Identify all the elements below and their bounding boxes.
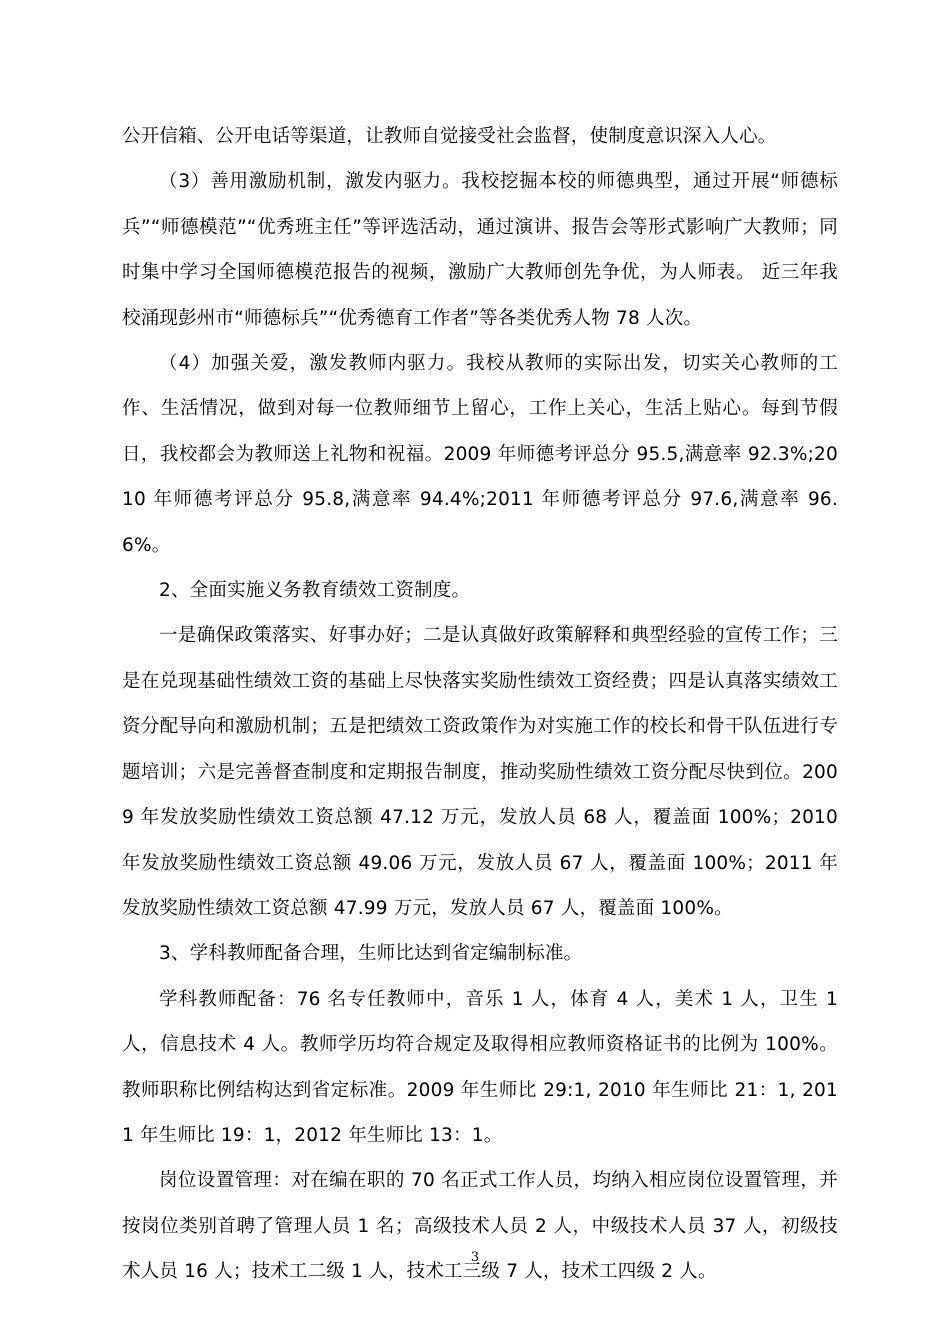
- paragraph-teacher-care: （4）加强关爱，激发教师内驱力。我校从教师的实际出发，切实关心教师的工作、生活情况，做到对每一位教师细节上留心，工作上关心，生活上贴心。每到节假日，我校都会为教师送上礼物和祝福。2009 年师德考评总分 95.5,满意率 92.3%;2010 年师德考评总分 95.8,满意率 94.4%;2011 年师德考评总分 97.6,满意率 96.6%。: [122, 353, 838, 556]
- paragraph-continuation: 公开信箱、公开电话等渠道，让教师自觉接受社会监督，使制度意识深入人心。: [122, 126, 777, 147]
- page-number: 3: [470, 1250, 480, 1265]
- paragraph-incentive-mechanism: （3）善用激励机制，激发内驱力。我校挖掘本校的师德典型，通过开展“师德标兵”“师德模范”“优秀班主任”等评选活动，通过演讲、报告会等形式影响广大教师；同时集中学习全国师德模范报告的视频，激励广大教师创先争优，为人师表。 近三年我校涌现彭州市“师德标兵”“优秀德育工作者”等各类优秀人物 78 人次。: [122, 171, 838, 329]
- paragraph-performance-pay: 一是确保政策落实、好事办好；二是认真做好政策解释和典型经验的宣传工作；三是在兑现基础性绩效工资的基础上尽快落实奖励性绩效工资经费；四是认真落实绩效工资分配导向和激励机制；五是把绩效工资政策作为对实施工作的校长和骨干队伍进行专题培训；六是完善督查制度和定期报告制度，推动奖励性绩效工资分配尽快到位。2009 年发放奖励性绩效工资总额 47.12 万元，发放人员 68 人，覆盖面 100%；2010 年发放奖励性绩效工资总额 49.06 万元，发放人员 67 人，覆盖面 100%；2011 年发放奖励性绩效工资总额 47.99 万元，发放人员 67 人，覆盖面 100%。: [122, 625, 838, 919]
- document-body: [122, 114, 838, 1295]
- section-heading-performance-pay: 2、全面实施义务教育绩效工资制度。: [159, 580, 471, 602]
- paragraph-subject-teachers: 学科教师配备：76 名专任教师中，音乐 1 人，体育 4 人，美术 1 人，卫生 1 人，信息技术 4 人。教师学历均符合规定及取得相应教师资格证书的比例为 100%。教师职称比例结构达到省定标准。2009 年生师比 29:1, 2010 年生师比 21：1, 2011 年生师比 19：1，2012 年生师比 13：1。: [122, 988, 838, 1146]
- paragraph-post-management: 岗位设置管理：对在编在职的 70 名正式工作人员，均纳入相应岗位设置管理，并按岗位类别首聘了管理人员 1 名；高级技术人员 2 人，中级技术人员 37 人，初级技术人员 16 人；技术工二级 1 人，技术工三级 7 人，技术工四级 2 人。: [122, 1170, 838, 1283]
- section-heading-teacher-staffing: 3、学科教师配备合理，生师比达到省定编制标准。: [159, 943, 583, 965]
